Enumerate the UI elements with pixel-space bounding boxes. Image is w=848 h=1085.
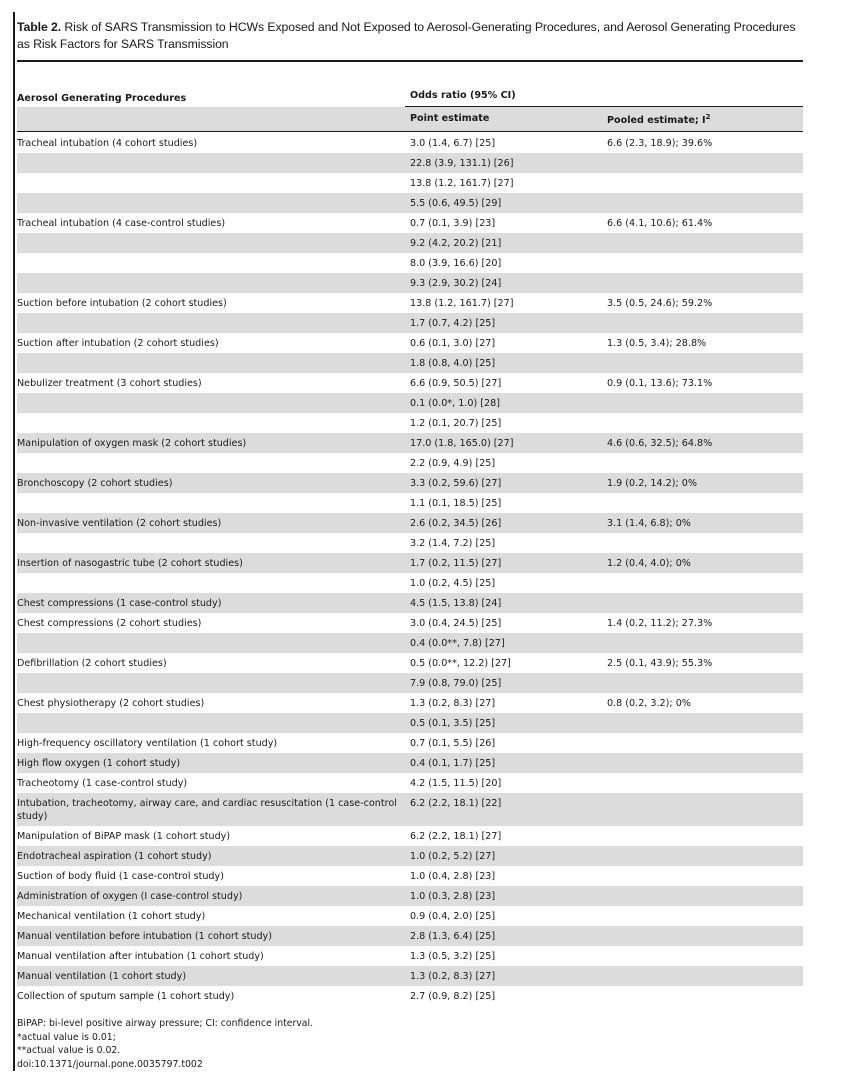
table-row: [17, 926, 803, 946]
cell-point-estimate: 1.0 (0.3, 2.8) [23]: [410, 891, 496, 902]
cell-procedure: Chest physiotherapy (2 cohort studies): [17, 698, 205, 709]
cell-point-estimate: 5.5 (0.6, 49.5) [29]: [410, 198, 502, 209]
cell-point-estimate: 13.8 (1.2, 161.7) [27]: [410, 298, 514, 309]
header-pooled-label: Pooled estimate; I: [607, 115, 706, 127]
table-row: [17, 353, 803, 373]
cell-point-estimate: 3.0 (1.4, 6.7) [25]: [410, 138, 496, 149]
cell-pooled-estimate: 4.6 (0.6, 32.5); 64.8%: [607, 438, 713, 449]
cell-point-estimate: 0.7 (0.1, 3.9) [23]: [410, 218, 496, 229]
cell-point-estimate: 1.2 (0.1, 20.7) [25]: [410, 418, 502, 429]
table-row: [17, 946, 803, 966]
cell-point-estimate: 3.3 (0.2, 59.6) [27]: [410, 478, 502, 489]
footnote-1: *actual value is 0.01;: [17, 1031, 116, 1043]
cell-pooled-estimate: 1.9 (0.2, 14.2); 0%: [607, 478, 698, 489]
cell-point-estimate: 0.7 (0.1, 5.5) [26]: [410, 738, 496, 749]
cell-point-estimate: 8.0 (3.9, 16.6) [20]: [410, 258, 502, 269]
cell-point-estimate: 3.0 (0.4, 24.5) [25]: [410, 618, 502, 629]
cell-point-estimate: 0.4 (0.0**, 7.8) [27]: [410, 638, 505, 649]
header-odds-ratio: Odds ratio (95% CI): [410, 90, 516, 101]
table-row: [17, 393, 803, 413]
cell-procedure: Suction after intubation (2 cohort studies): [17, 338, 219, 349]
cell-procedure: Bronchoscopy (2 cohort studies): [17, 478, 173, 489]
cell-point-estimate: 7.9 (0.8, 79.0) [25]: [410, 678, 502, 689]
table-row: [17, 253, 803, 273]
table-row: [17, 906, 803, 926]
table-row: [17, 533, 803, 553]
cell-procedure: Non-invasive ventilation (2 cohort studies): [17, 518, 222, 529]
cell-point-estimate: 0.6 (0.1, 3.0) [27]: [410, 338, 496, 349]
table-row: [17, 413, 803, 433]
table-row: [17, 513, 803, 533]
cell-procedure: Insertion of nasogastric tube (2 cohort studies): [17, 558, 243, 569]
table-row: [17, 493, 803, 513]
cell-point-estimate: 17.0 (1.8, 165.0) [27]: [410, 438, 514, 449]
header-procedures: Aerosol Generating Procedures: [17, 93, 187, 104]
table-row: [17, 733, 803, 753]
cell-point-estimate: 9.2 (4.2, 20.2) [21]: [410, 238, 502, 249]
table-row: [17, 653, 803, 673]
cell-procedure: Mechanical ventilation (1 cohort study): [17, 911, 206, 922]
table-row: [17, 886, 803, 906]
table-row: [17, 613, 803, 633]
table-label: Table 2.: [17, 20, 62, 34]
top-rule: [17, 60, 803, 62]
header-pooled-estimate: [607, 113, 711, 126]
table-footnotes: [17, 1017, 313, 1071]
cell-point-estimate: 0.4 (0.1, 1.7) [25]: [410, 758, 496, 769]
table-row: [17, 826, 803, 846]
left-margin-bar: [13, 12, 15, 1071]
table-row: [17, 793, 803, 826]
table-row: [17, 553, 803, 573]
table-row: [17, 133, 803, 153]
cell-procedure: Collection of sputum sample (1 cohort study): [17, 991, 235, 1002]
cell-procedure: Tracheal intubation (4 case-control studies): [17, 218, 226, 229]
table-caption: [17, 19, 807, 53]
cell-point-estimate: 1.0 (0.4, 2.8) [23]: [410, 871, 496, 882]
cell-procedure: Manipulation of BiPAP mask (1 cohort study): [17, 831, 231, 842]
cell-procedure: Manual ventilation (1 cohort study): [17, 971, 187, 982]
cell-point-estimate: 1.7 (0.7, 4.2) [25]: [410, 318, 496, 329]
table-row: [17, 333, 803, 353]
cell-point-estimate: 0.5 (0.0**, 12.2) [27]: [410, 658, 511, 669]
cell-pooled-estimate: 0.9 (0.1, 13.6); 73.1%: [607, 378, 713, 389]
table-row: [17, 593, 803, 613]
table-row: [17, 673, 803, 693]
cell-procedure: Defibrillation (2 cohort studies): [17, 658, 167, 669]
cell-pooled-estimate: 3.1 (1.4, 6.8); 0%: [607, 518, 691, 529]
table-row: [17, 866, 803, 886]
table-row: [17, 773, 803, 793]
table-row: [17, 713, 803, 733]
cell-pooled-estimate: 1.4 (0.2, 11.2); 27.3%: [607, 618, 713, 629]
cell-point-estimate: 3.2 (1.4, 7.2) [25]: [410, 538, 496, 549]
footnote-abbreviations: BiPAP: bi-level positive airway pressure; CI: confidence interval.: [17, 1018, 314, 1029]
table-row: [17, 153, 803, 173]
table-row: [17, 473, 803, 493]
cell-pooled-estimate: 6.6 (4.1, 10.6); 61.4%: [607, 218, 713, 229]
cell-point-estimate: 4.5 (1.5, 13.8) [24]: [410, 598, 502, 609]
table-row: [17, 966, 803, 986]
table-row: [17, 633, 803, 653]
cell-pooled-estimate: 6.6 (2.3, 18.9); 39.6%: [607, 138, 713, 149]
cell-procedure: Manipulation of oxygen mask (2 cohort studies): [17, 438, 247, 449]
table-title: Risk of SARS Transmission to HCWs Exposed and Not Exposed to Aerosol-Generating Procedures, and Aerosol Generating Procedures as Risk Factors for SARS Transmission: [17, 20, 796, 51]
table-row: [17, 573, 803, 593]
cell-point-estimate: 4.2 (1.5, 11.5) [20]: [410, 778, 502, 789]
cell-point-estimate: 1.3 (0.2, 8.3) [27]: [410, 971, 496, 982]
cell-point-estimate: 1.0 (0.2, 5.2) [27]: [410, 851, 496, 862]
cell-pooled-estimate: 2.5 (0.1, 43.9); 55.3%: [607, 658, 713, 669]
cell-point-estimate: 6.2 (2.2, 18.1) [22]: [410, 798, 502, 809]
table-row: [17, 193, 803, 213]
table-row: [17, 293, 803, 313]
table-row: [17, 693, 803, 713]
cell-point-estimate: 6.6 (0.9, 50.5) [27]: [410, 378, 502, 389]
cell-procedure: Suction of body fluid (1 case-control study): [17, 871, 224, 882]
cell-point-estimate: 13.8 (1.2, 161.7) [27]: [410, 178, 514, 189]
table-row: [17, 453, 803, 473]
cell-procedure: Suction before intubation (2 cohort studies): [17, 298, 227, 309]
cell-procedure: Intubation, tracheotomy, airway care, and cardiac resuscitation (1 case-control study): [17, 798, 397, 822]
cell-point-estimate: 1.3 (0.2, 8.3) [27]: [410, 698, 496, 709]
cell-procedure: Tracheal intubation (4 cohort studies): [17, 138, 198, 149]
header-pooled-sup: 2: [705, 113, 711, 121]
cell-point-estimate: 0.1 (0.0*, 1.0) [28]: [410, 398, 500, 409]
cell-point-estimate: 1.3 (0.5, 3.2) [25]: [410, 951, 496, 962]
footnote-2: **actual value is 0.02.: [17, 1045, 121, 1057]
cell-pooled-estimate: 1.3 (0.5, 3.4); 28.8%: [607, 338, 707, 349]
cell-point-estimate: 0.9 (0.4, 2.0) [25]: [410, 911, 496, 922]
table-row: [17, 986, 803, 1006]
table-row: [17, 846, 803, 866]
table-body: [17, 133, 803, 1006]
cell-point-estimate: 22.8 (3.9, 131.1) [26]: [410, 158, 514, 169]
table-row: [17, 433, 803, 453]
cell-procedure: Endotracheal aspiration (1 cohort study): [17, 851, 212, 862]
cell-point-estimate: 0.5 (0.1, 3.5) [25]: [410, 718, 496, 729]
cell-point-estimate: 1.1 (0.1, 18.5) [25]: [410, 498, 502, 509]
table-row: [17, 373, 803, 393]
cell-point-estimate: 1.0 (0.2, 4.5) [25]: [410, 578, 496, 589]
header-row-group: [17, 84, 803, 106]
cell-procedure: Manual ventilation before intubation (1 cohort study): [17, 931, 272, 942]
doi: doi:10.1371/journal.pone.0035797.t002: [17, 1058, 203, 1070]
cell-procedure: High flow oxygen (1 cohort study): [17, 758, 181, 769]
table-row: [17, 273, 803, 293]
cell-procedure: Administration of oxygen (I case-control study): [17, 891, 243, 902]
table-row: [17, 213, 803, 233]
cell-point-estimate: 2.2 (0.9, 4.9) [25]: [410, 458, 496, 469]
header-point-estimate: Point estimate: [410, 113, 490, 124]
cell-procedure: Chest compressions (1 case-control study): [17, 598, 222, 609]
table-row: [17, 233, 803, 253]
cell-point-estimate: 2.7 (0.9, 8.2) [25]: [410, 991, 496, 1002]
cell-point-estimate: 2.6 (0.2, 34.5) [26]: [410, 518, 502, 529]
header-bottom-rule: [17, 131, 803, 132]
cell-point-estimate: 1.7 (0.2, 11.5) [27]: [410, 558, 502, 569]
cell-point-estimate: 2.8 (1.3, 6.4) [25]: [410, 931, 496, 942]
header-row-columns: [17, 107, 803, 131]
table-row: [17, 313, 803, 333]
cell-pooled-estimate: 3.5 (0.5, 24.6); 59.2%: [607, 298, 713, 309]
cell-point-estimate: 1.8 (0.8, 4.0) [25]: [410, 358, 496, 369]
cell-point-estimate: 6.2 (2.2, 18.1) [27]: [410, 831, 502, 842]
cell-procedure: Tracheotomy (1 case-control study): [17, 778, 188, 789]
cell-procedure: High-frequency oscillatory ventilation (1 cohort study): [17, 738, 278, 749]
table-row: [17, 753, 803, 773]
cell-procedure: Chest compressions (2 cohort studies): [17, 618, 202, 629]
table-row: [17, 173, 803, 193]
cell-pooled-estimate: 1.2 (0.4, 4.0); 0%: [607, 558, 691, 569]
cell-procedure: Nebulizer treatment (3 cohort studies): [17, 378, 202, 389]
cell-point-estimate: 9.3 (2.9, 30.2) [24]: [410, 278, 502, 289]
cell-procedure: Manual ventilation after intubation (1 cohort study): [17, 951, 264, 962]
cell-pooled-estimate: 0.8 (0.2, 3.2); 0%: [607, 698, 691, 709]
